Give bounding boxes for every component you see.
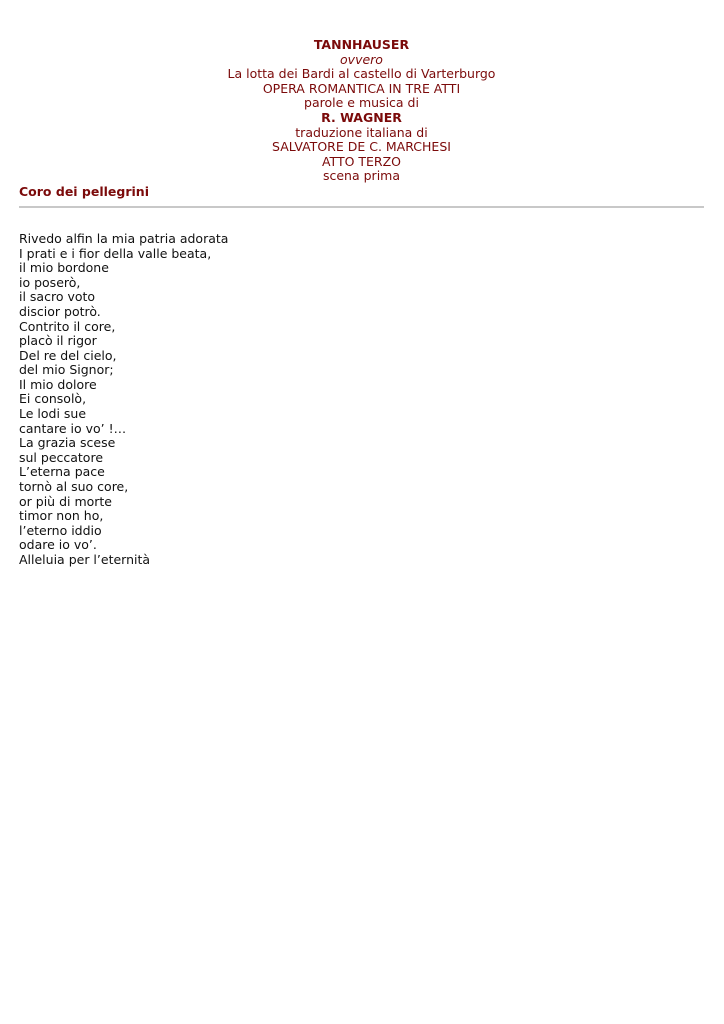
scene-label: scena prima [322,168,400,184]
verse-line: Contrito il core, [19,318,116,334]
translator-name: SALVATORE DE C. MARCHESI [272,139,451,155]
opera-subtitle: La lotta dei Bardi al castello di Varterburgo [227,66,496,82]
verse-list [19,232,704,568]
horizontal-divider [19,206,704,208]
verse-line: l’eterno iddio [19,522,102,538]
composer-name: R. WAGNER [321,109,402,125]
verse-line: La grazia scese [19,435,116,451]
verse-line: il mio bordone [19,260,109,276]
words-music-label: parole e musica di [304,95,419,111]
opera-title: TANNHAUSER [313,37,410,52]
verse-line: or più di morte [19,493,112,509]
verse-line: Ei consolò, [19,391,87,407]
act-label: ATTO TERZO [321,153,402,169]
verse-line: discior potrò. [19,303,101,319]
verse-line: Del re del cielo, [19,347,117,363]
verse-line: placò il rigor [19,333,97,349]
title-block [19,38,704,184]
document-page [19,38,704,568]
verse-line: sul peccatore [19,449,104,465]
verse-line: del mio Signor; [19,362,114,378]
translation-label: traduzione italiana di [295,124,428,140]
verse-line: Le lodi sue [19,406,87,422]
verse-line: Rivedo alfin la mia patria adorata [19,230,229,246]
verse-line: Alleluia per l’eternità [19,552,151,567]
verse-line: L’eterna pace [19,464,105,480]
verse-line: timor non ho, [19,508,104,524]
verse-line: il sacro voto [19,289,96,305]
verse-line: I prati e i fior della valle beata, [19,245,212,261]
verse-line: io poserò, [19,274,81,290]
opera-genre: OPERA ROMANTICA IN TRE ATTI [262,80,461,96]
verse-line: odare io vo’. [19,537,97,553]
ovvero-text: ovvero [340,51,383,67]
verse-line: tornò al suo core, [19,479,129,495]
section-heading: Coro dei pellegrini [19,183,149,199]
verse-line: cantare io vo’ !… [19,420,127,436]
verse-line: Il mio dolore [19,376,97,392]
